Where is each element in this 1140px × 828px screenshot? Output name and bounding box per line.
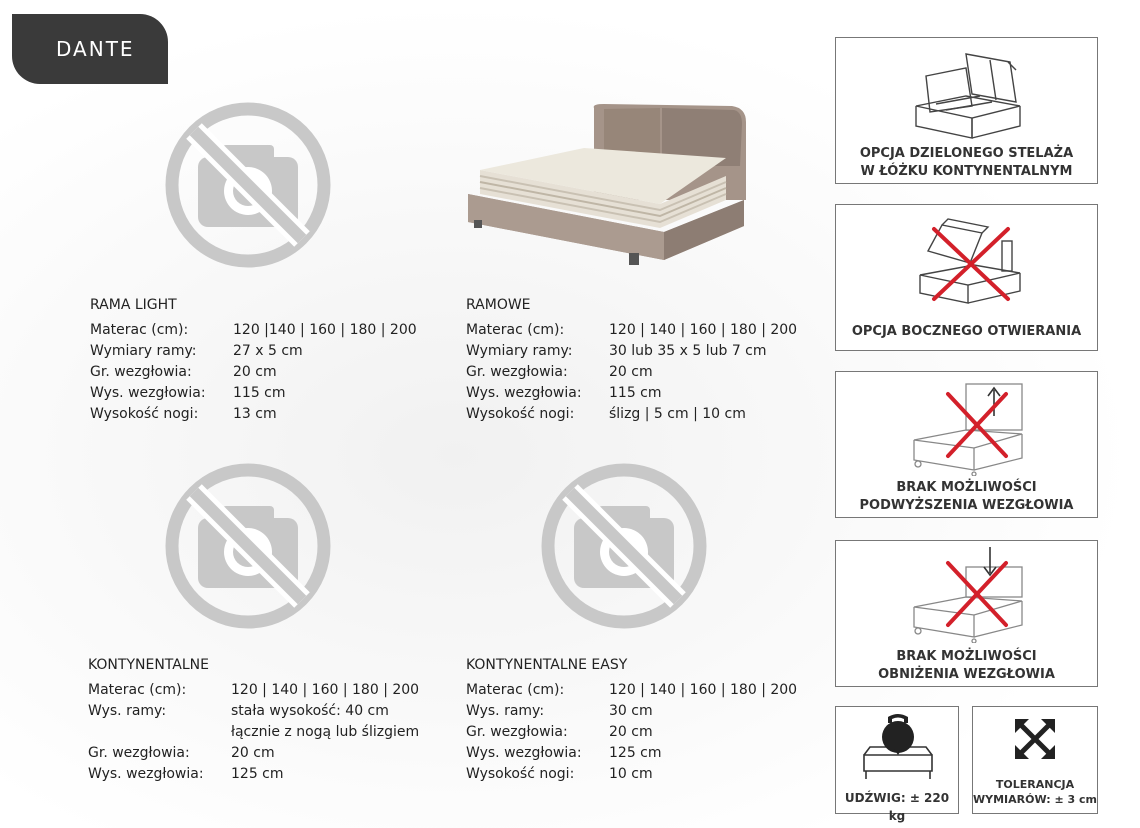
spec-row [90,383,417,404]
spec-key [88,722,231,743]
spec-row [466,383,797,404]
spec-row [466,362,797,383]
spec-key: Materac (cm): [90,322,189,338]
spec-row [88,722,419,743]
spec-key: Wymiary ramy: [90,343,197,359]
spec-key: Wys. ramy: [88,703,167,719]
spec-value: 30 cm [609,703,653,719]
feature-tolerance [972,706,1098,814]
spec-row [466,320,797,341]
variant-title: RAMA LIGHT [90,297,177,313]
headboard-raise-disabled-icon [908,380,1028,476]
spec-row [466,764,797,785]
variant-kontynentalne-easy [466,657,797,785]
side-opening-bed-icon [912,211,1026,305]
spec-row [466,722,797,743]
spec-value: 120 | 140 | 160 | 180 | 200 [609,322,798,338]
spec-row [88,764,419,785]
variant-title: RAMOWE [466,297,531,313]
feature-caption-line: OBNIŻENIA WEZGŁOWIA [878,667,1055,682]
spec-value: 120 |140 | 160 | 180 | 200 [233,322,417,338]
spec-value: 20 cm [231,745,275,761]
variant-title: KONTYNENTALNE [88,657,209,673]
spec-key: Gr. wezgłowia: [90,364,192,380]
spec-row [88,680,419,701]
feature-caption-line: OPCJA DZIELONEGO STELAŻA [859,146,1074,161]
spec-value: 20 cm [609,724,653,740]
spec-key: Gr. wezgłowia: [466,364,568,380]
feature-caption-line: BRAK MOŻLIWOŚCI [896,649,1037,664]
spec-value: 20 cm [609,364,653,380]
spec-value: 20 cm [233,364,277,380]
spec-key: Materac (cm): [88,682,187,698]
spec-key: Wys. wezgłowia: [88,766,204,782]
spec-value: 125 cm [231,766,284,782]
spec-value: 27 x 5 cm [233,343,303,359]
spec-row [90,320,417,341]
feature-caption-line: OPCJA BOCZNEGO OTWIERANIA [851,324,1082,339]
spec-value: 115 cm [233,385,286,401]
variant-title: KONTYNENTALNE EASY [466,657,628,673]
lift-storage-bed-icon [906,46,1030,142]
no-image-icon [162,460,334,632]
spec-row [88,701,419,722]
spec-value: 115 cm [609,385,662,401]
spec-row [90,404,417,425]
spec-key: Wysokość nogi: [466,406,575,422]
bed-product-image [464,100,754,275]
feature-capacity [835,706,959,823]
feature-split-frame [835,37,1098,184]
spec-value: 30 lub 35 x 5 lub 7 cm [609,343,767,359]
spec-key: Wys. wezgłowia: [466,745,582,761]
capacity-label: UDŹWIG: ± 220 kg [844,791,950,823]
weight-on-bed-icon [860,711,936,783]
no-image-icon [538,460,710,632]
spec-key: Wys. wezgłowia: [90,385,206,401]
no-image-icon [162,99,334,271]
spec-value: ślizg | 5 cm | 10 cm [609,406,746,422]
spec-key: Wysokość nogi: [90,406,199,422]
variant-kontynentalne [88,657,419,785]
spec-value: łącznie z nogą lub ślizgiem [231,724,420,740]
spec-key: Materac (cm): [466,682,565,698]
spec-row [466,743,797,764]
spec-key: Wysokość nogi: [466,766,575,782]
feature-caption-line: W ŁÓŻKU KONTYNENTALNYM [860,164,1073,179]
spec-row [466,701,797,722]
spec-value: 120 | 140 | 160 | 180 | 200 [231,682,420,698]
spec-key: Gr. wezgłowia: [466,724,568,740]
spec-value: stała wysokość: 40 cm [231,703,389,719]
variant-ramowe [466,297,797,425]
feature-caption-line: PODWYŻSZENIA WEZGŁOWIA [859,498,1074,513]
spec-key: Materac (cm): [466,322,565,338]
spec-key: Gr. wezgłowia: [88,745,190,761]
page-title: DANTE [56,37,135,61]
spec-row [90,362,417,383]
headboard-lower-disabled-icon [908,545,1028,643]
spec-value: 125 cm [609,745,662,761]
feature-caption-line: BRAK MOŻLIWOŚCI [896,480,1037,495]
spec-row [466,404,797,425]
spec-row [90,341,417,362]
spec-key: Wys. wezgłowia: [466,385,582,401]
feature-caption-line: TOLERANCJA [995,778,1075,791]
feature-no-lower-headboard [835,540,1098,687]
spec-row [466,341,797,362]
spec-value: 120 | 140 | 160 | 180 | 200 [609,682,798,698]
feature-side-opening [835,204,1098,351]
spec-row [88,743,419,764]
spec-row [466,680,797,701]
feature-no-raise-headboard [835,371,1098,518]
spec-key: Wys. ramy: [466,703,545,719]
page-title-tab [12,14,168,84]
variant-rama-light [90,297,417,425]
spec-value: 10 cm [609,766,653,782]
feature-caption-line: WYMIARÓW: ± 3 cm [973,793,1098,806]
spec-key: Wymiary ramy: [466,343,573,359]
spec-value: 13 cm [233,406,277,422]
tolerance-arrows-icon [1011,715,1059,763]
